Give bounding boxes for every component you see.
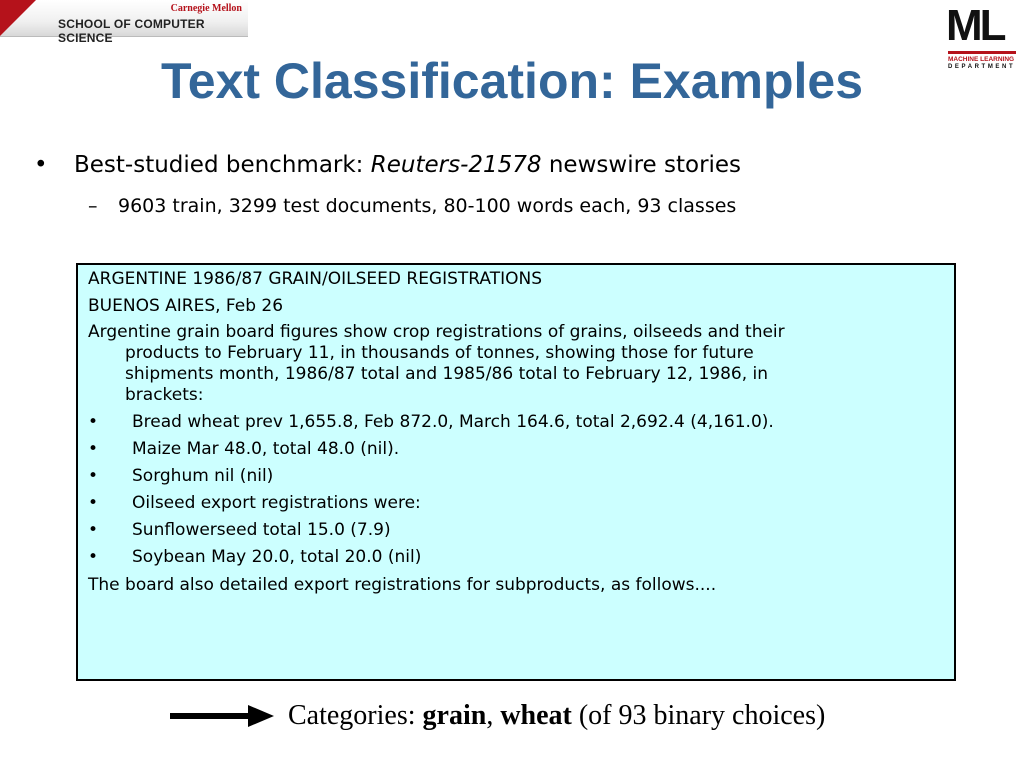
doc-list-item-text: Sorghum nil (nil) — [132, 466, 274, 486]
doc-dateline: BUENOS AIRES, Feb 26 — [88, 296, 284, 316]
category-wheat: wheat — [500, 700, 572, 731]
doc-paragraph-line1: Argentine grain board figures show crop registrations of grains, oilseeds and their — [88, 322, 785, 342]
cmu-scs-banner — [0, 0, 248, 45]
bullet-dot-icon: • — [34, 152, 48, 178]
categories-label: Categories: — [288, 700, 423, 731]
doc-list-item-text: Oilseed export registrations were: — [132, 493, 421, 513]
bullet-dot-icon: • — [88, 439, 99, 459]
categories-separator: , — [486, 700, 501, 731]
bullet-benchmark — [34, 152, 741, 178]
right-arrow-icon — [170, 704, 274, 728]
doc-paragraph — [88, 322, 944, 406]
doc-list-item — [88, 547, 944, 568]
doc-paragraph-line3: shipments month, 1986/87 total and 1985/86 total to February 12, 1986, in — [125, 364, 769, 384]
bullet-dot-icon: • — [88, 412, 99, 432]
banner-red-corner — [0, 0, 36, 36]
doc-headline: ARGENTINE 1986/87 GRAIN/OILSEED REGISTRATIONS — [88, 269, 543, 289]
doc-paragraph-line2: products to February 11, in thousands of tonnes, showing those for future — [125, 343, 754, 363]
bullet-dot-icon: • — [88, 547, 99, 567]
doc-list-item — [88, 493, 944, 514]
doc-closing: The board also detailed export registrations for subproducts, as follows.... — [88, 575, 717, 595]
doc-list-item-text: Maize Mar 48.0, total 48.0 (nil). — [132, 439, 400, 459]
category-grain: grain — [422, 700, 487, 731]
doc-list-item — [88, 439, 944, 460]
bullet-benchmark-dataset: Reuters-21578 — [370, 152, 542, 178]
doc-list-item — [88, 466, 944, 487]
doc-list-item-text: Sunflowerseed total 15.0 (7.9) — [132, 520, 391, 540]
bullet-dot-icon: • — [88, 493, 99, 513]
ml-logo-letters: ML — [946, 1, 1004, 50]
university-name: Carnegie Mellon — [170, 3, 242, 14]
doc-list-item — [88, 520, 944, 541]
ml-logo-line1: MACHINE LEARNING — [948, 56, 1015, 63]
school-name: SCHOOL OF COMPUTER SCIENCE — [58, 17, 205, 45]
ml-logo-line2: DEPARTMENT — [948, 64, 1016, 70]
categories-line — [288, 700, 825, 732]
doc-list-item — [88, 412, 944, 433]
bullet-benchmark-suffix: newswire stories — [541, 152, 742, 178]
subbullet-stats-text: 9603 train, 3299 test documents, 80-100 words each, 93 classes — [118, 195, 737, 217]
categories-suffix: (of 93 binary choices) — [571, 700, 826, 731]
dash-icon: – — [88, 195, 98, 217]
bullet-dot-icon: • — [88, 520, 99, 540]
slide-title: Text Classification: Examples — [160, 53, 864, 109]
bullet-dot-icon: • — [88, 466, 99, 486]
bullet-benchmark-prefix: Best-studied benchmark: — [74, 152, 371, 178]
doc-list-item-text: Soybean May 20.0, total 20.0 (nil) — [132, 547, 422, 567]
subbullet-stats — [88, 195, 736, 217]
doc-paragraph-line4: brackets: — [125, 385, 204, 405]
reuters-document-box — [76, 263, 956, 681]
doc-list-item-text: Bread wheat prev 1,655.8, Feb 872.0, March 164.6, total 2,692.4 (4,161.0). — [132, 412, 774, 432]
